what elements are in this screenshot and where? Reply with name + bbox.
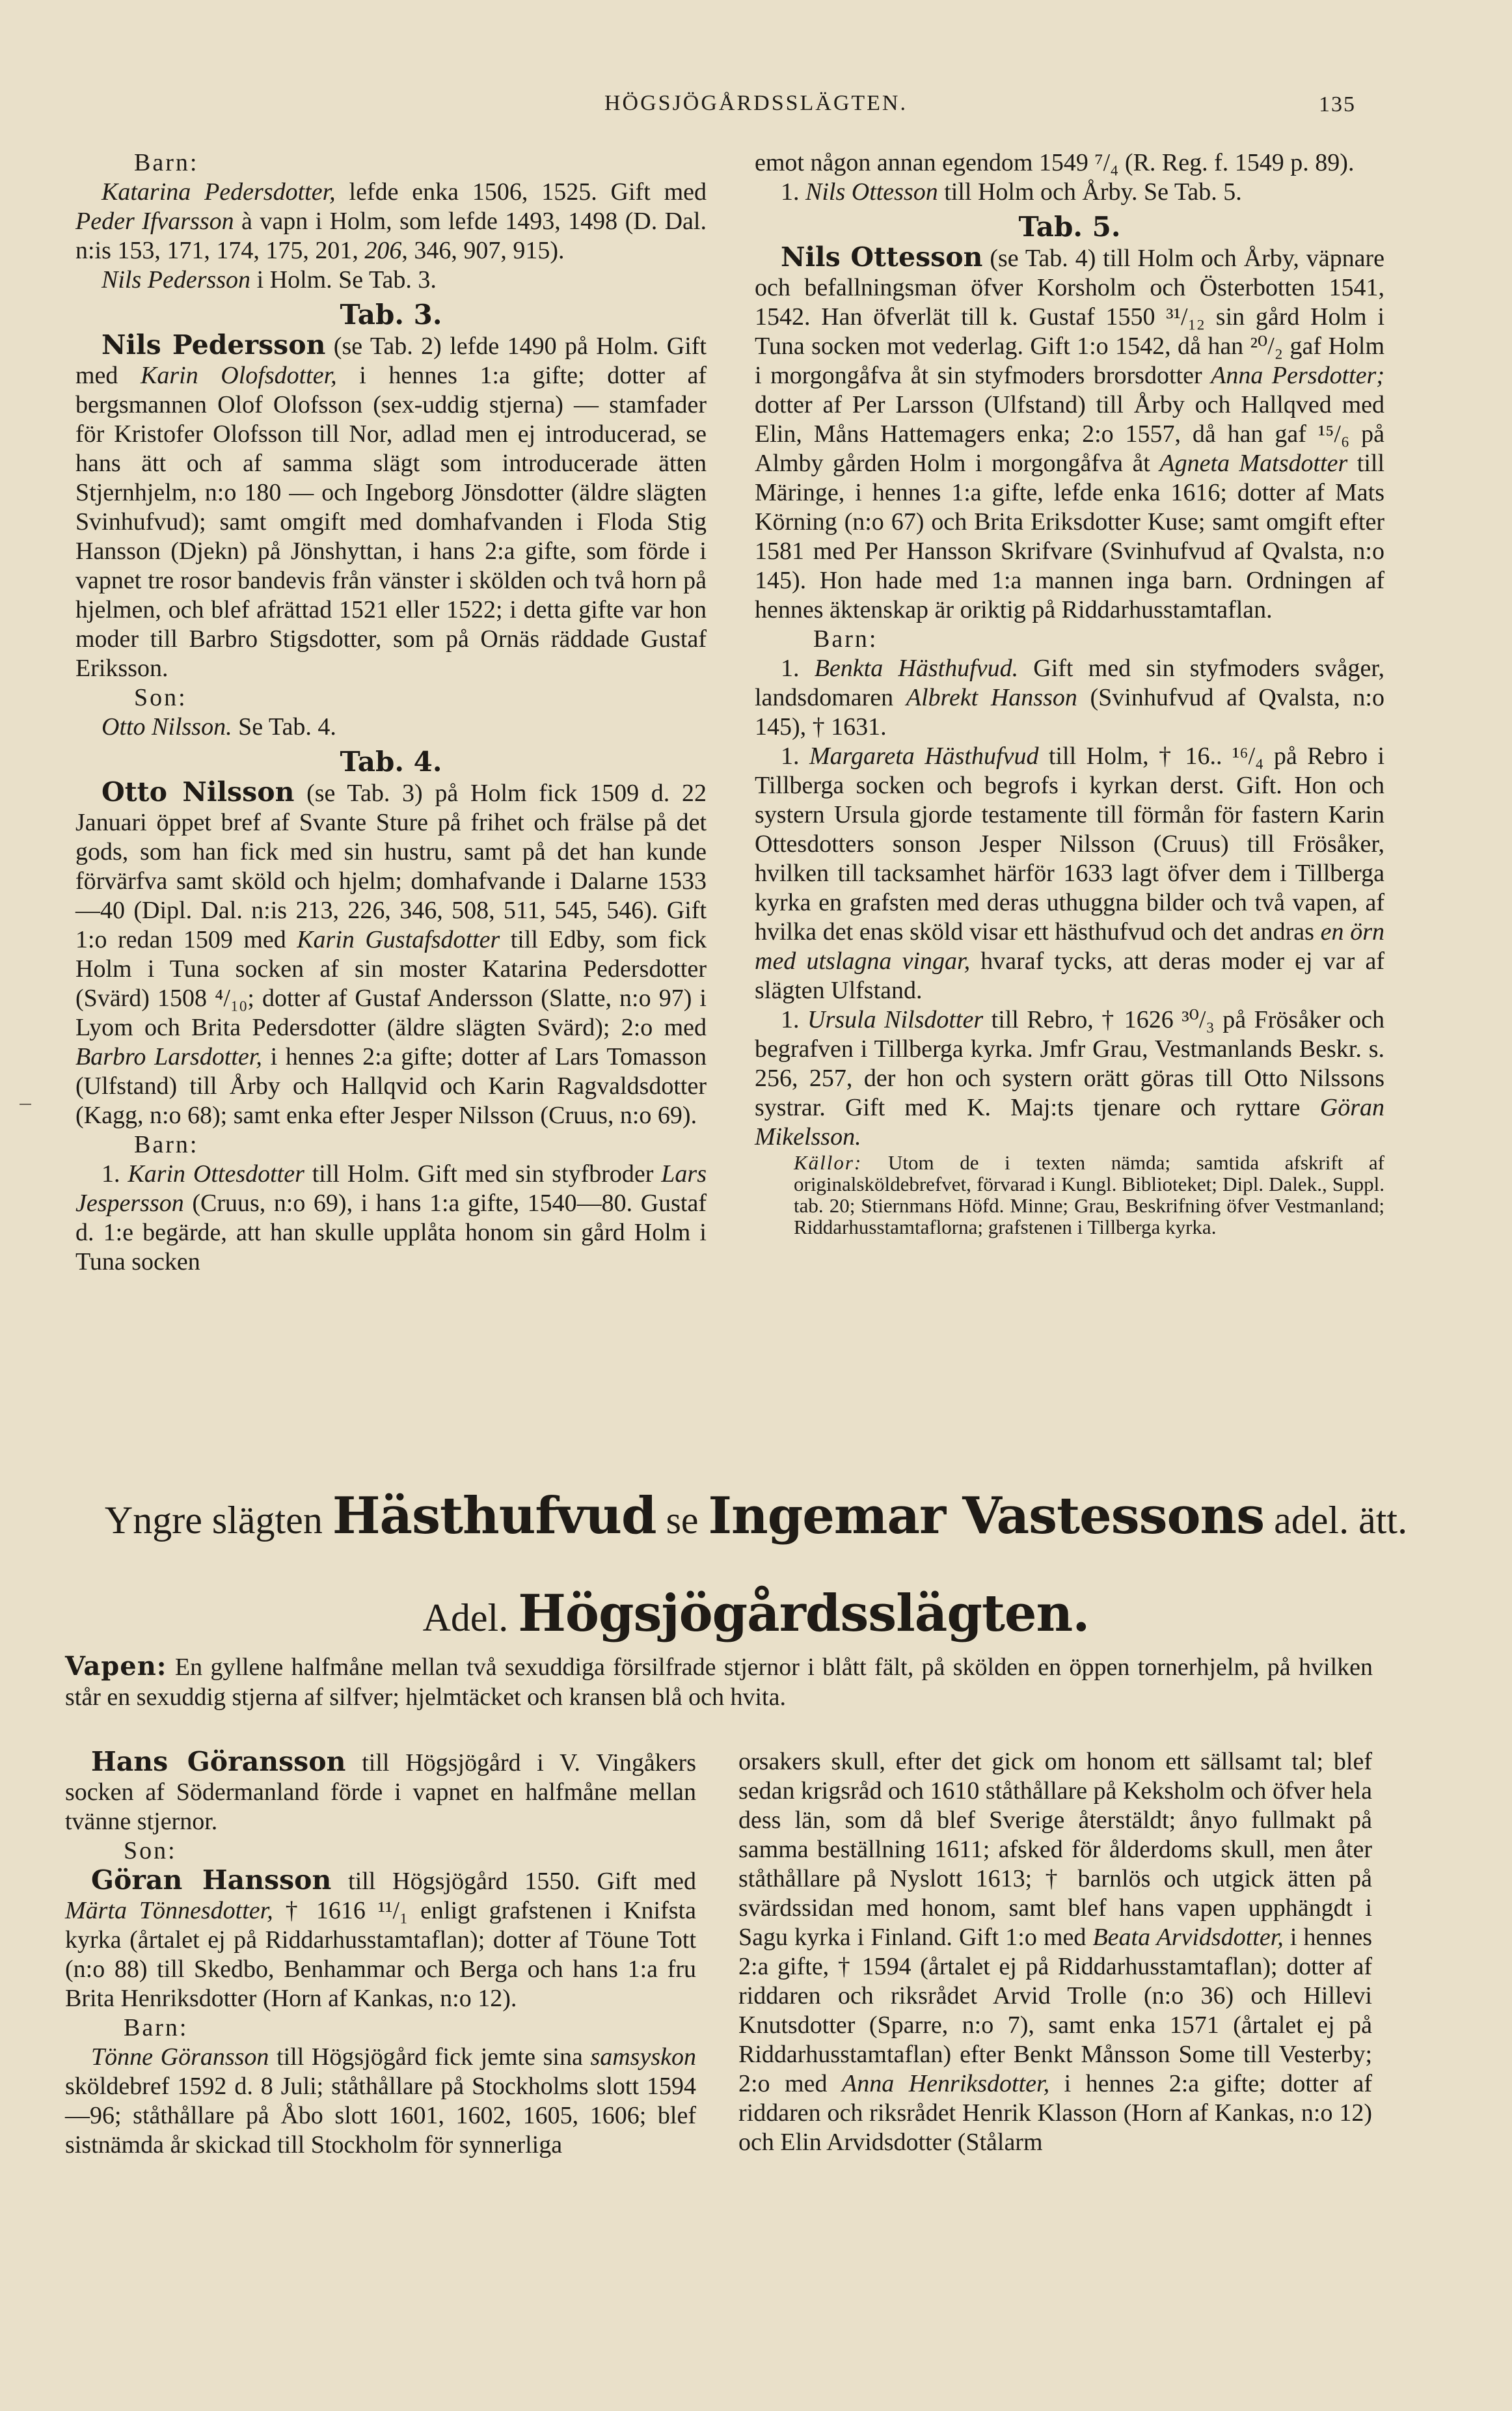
heading-barn: Barn: [813,625,878,653]
column-top-right [755,148,1384,1238]
person-name: Katarina Pedersdotter, [101,178,336,206]
column-bottom-right [738,1747,1372,2157]
entry-tonne-goransson: Tönne Göransson till Högsjögård fick jemte sina samsyskon sköldebref 1592 d. 8 Juli; ståthållare på Stockholms slott 1594—96; ståthållare på Åbo slott 1601, 1602, 1605, 1606; blef sistnämda år skickad till Stockholm för synnerliga [65,2043,696,2159]
person-name: Göran Hansson [91,1864,332,1896]
table-heading-3: Tab. 3. [340,299,442,331]
entry-karin-ottesdotter: 1. Karin Ottesdotter till Holm. Gift med sin styfbroder Lars Jespersson (Cruus, n:o 69), i hans 1:a gifte, 1540—80. Gustaf d. 1:e begärde, att han skulle upplåta honom sin gård Holm i Tuna socken [75,1160,707,1275]
person-name: Hans Göransson [91,1746,346,1777]
section-title-yngre: Yngre slägten Hästhufvud se Ingemar Vastessons adel. ätt. [104,1486,1408,1546]
person-name: Nils Ottesson [805,178,938,206]
arms-label: Vapen: [65,1651,167,1682]
person-name: Otto Nilsson [101,776,295,808]
person-name: Märta Tönnesdotter, [65,1897,273,1924]
table-heading-4: Tab. 4. [340,746,442,778]
person-name: Nils Ottesson [781,241,983,273]
person-name: Nils Pedersson [101,266,251,293]
person-name: Margareta Hästhufvud [809,742,1039,770]
person-name: Peder Ifvarsson [75,208,234,235]
entry-continuation: emot någon annan egendom 1549 ⁷/₄ (R. Reg. f. 1549 p. 89). [755,149,1355,176]
heading-son: Son: [124,1837,177,1864]
entry-tonne-continuation: orsakers skull, efter det gick om honom ett sällsamt tal; blef sedan krigsråd och 1610 ståthållare på Keksholm och öfver hela dess län, som då blef Sverige återstäldt; ånyo fullmakt på samma beställning 1611; afsked för ålderdoms skull, men åter ståthållare på Nyslott 1613; † barnlös och utgick ätten på svärdssidan med honom, samt blef hans vapen upphängdt i Sagu kyrka i Finland. Gift 1:o med Beata Arvidsdotter, i hennes 2:a gifte, † 1594 (årtalet ej på Riddarhusstamtaflan); dotter af riddaren och riksrådet Arvid Trolle (n:o 36) och Hillevi Knutsdotter (Sparre, n:o 7), samt enka 1571 (årtalet ej på Riddarhusstamtaflan) efter Benkt Månsson Some till Vesterby; 2:o med Anna Henriksdotter, i hennes 2:a gifte; dotter af riddaren och riksrådet Henrik Klasson (Horn af Kankas, n:o 12) och Elin Arvidsdotter (Stålarm [738,1748,1373,2156]
entry-nils-ottesson-ref: 1. Nils Ottesson till Holm och Årby. Se Tab. 5. [781,178,1242,206]
person-name: Karin Gustafsdotter [297,926,500,953]
entry-otto-ref: Otto Nilsson. Se Tab. 4. [101,713,336,741]
person-name: Barbro Larsdotter, [75,1043,262,1070]
entry-benkta: 1. Benkta Hästhufvud. Gift med sin styfmoders svåger, landsdomaren Albrekt Hansson (Svinhufvud af Qvalsta, n:o 145), † 1631. [755,655,1384,741]
heading-son: Son: [134,684,187,711]
person-name: Albrekt Hansson [906,684,1077,711]
entry-nils-ref: Nils Pedersson i Holm. Se Tab. 3. [101,266,437,293]
person-name: Karin Olofsdotter, [141,362,337,389]
person-name: Lars Jespersson [75,1160,707,1217]
entry-ursula: 1. Ursula Nilsdotter till Rebro, † 1626 ³⁰/₃ på Frösåker och begrafven i Tillberga kyrka. Jmfr Grau, Vestmanlands Beskr. s. 256, 257, der hon och systern orätt göras till Otto Nilssons systrar. Gift med K. Maj:ts tjenare och ryttare Göran Mikelsson. [755,1006,1384,1151]
sources-note: Källor: Utom de i texten nämda; samtida afskrift af originalsköldebrefvet, förvarad i Kungl. Biblioteket; Dipl. Dalek., Suppl. tab. 20; Stiernmans Höfd. Minne; Grau, Beskrifning öfver Vestmanland; Riddarhusstamtaflorna; grafstenen i Tillberga kyrka. [794,1151,1384,1238]
entry-otto-nilsson: Otto Nilsson (se Tab. 3) på Holm fick 1509 d. 22 Januari öppet bref af Svante Sture på frihet och frälse på det gods, som han fick med sin hustru, samt på det han kunde förvärfva samt sköld och hjelm; domhafvande i Dalarne 1533—40 (Dipl. Dal. n:is 213, 226, 346, 508, 511, 545, 546). Gift 1:o redan 1509 med Karin Gustafsdotter till Edby, som fick Holm i Tuna socken af sin moster Katarina Pedersdotter (Svärd) 1508 ⁴/₁₀; dotter af Gustaf Andersson (Slatte, n:o 97) i Lyom och Brita Pedersdotter (äldre slägten Svärd); 2:o med Barbro Larsdotter, i hennes 2:a gifte; dotter af Lars Tomasson (Ulfstand) till Årby och Hallqvid och Karin Ragvaldsdotter (Kagg, n:o 68); samt enka efter Jesper Nilsson (Cruus, n:o 69). [75,776,707,1129]
entry-margareta: 1. Margareta Hästhufvud till Holm, † 16.. ¹⁶/₄ på Rebro i Tillberga socken och begrofs i kyrkan derst. Gift. Hon och systern Ursula gjorde testamente till förmån för fastern Karin Ottesdotters sonson Jesper Nilsson (Cruus) till Frösåker, hvilken till tacksamhet härför 1633 lagt öfver dem i Tillberga kyrka en grafsten med deras uthuggna bilder och två vapen, af hvilka det enas sköld visar ett hästhufvud och det andras en örn med utslagna vingar, hvaraf tycks, att deras moder ej var af slägten Ulfstand. [755,742,1385,1004]
coat-of-arms-phrase: en örn med utslagna vingar, [755,918,1384,975]
column-bottom-left [65,1747,696,2160]
page-number: 135 [1319,92,1356,116]
person-name: Anna Henriksdotter, [842,2070,1050,2097]
entry-katarina: Katarina Pedersdotter, lefde enka 1506, 1525. Gift med Peder Ifvarsson à vapn i Holm, som lefde 1493, 1498 (D. Dal. n:is 153, 171, 174, 175, 201, 206, 346, 907, 915). [75,178,707,264]
sources-label: Källor: [794,1151,863,1174]
person-name: Ursula Nilsdotter [807,1006,984,1033]
entry-hans-goransson: Hans Göransson till Högsjögård i V. Vingåkers socken af Södermanland förde i vapnet en halfmåne mellan tvänne stjernor. [65,1746,696,1835]
running-title: HÖGSJÖGÅRDSSLÄGTEN. [604,91,908,115]
table-heading-5: Tab. 5. [1018,211,1121,243]
person-name: Beata Arvidsdotter, [1092,1924,1284,1951]
person-name: Otto Nilsson. [101,713,232,741]
person-name: Göran Mikelsson. [755,1094,1384,1151]
column-top-left [75,148,707,1277]
heading-barn: Barn: [134,149,199,176]
person-name: Nils Pedersson [101,329,326,361]
person-name: Karin Ottesdotter [128,1160,304,1188]
running-head [0,91,1512,124]
heading-barn: Barn: [134,1131,199,1158]
person-name: Tönne Göransson [91,2043,269,2071]
entry-nils-ottesson: Nils Ottesson (se Tab. 4) till Holm och Årby, väpnare och befallningsman öfver Korsholm och Österbotten 1541, 1542. Han öfverlät till k. Gustaf 1550 ³¹/₁₂ sin gård Holm i Tuna socken mot vederlag. Gift 1:o 1542, då han ²⁰/₂ gaf Holm i morgongåfva åt sin styfmoders brorsdotter Anna Persdotter; dotter af Per Larsson (Ulfstand) till Årby och Hallqved med Elin, Måns Hattemagers enka; 2:o 1557, då han gaf ¹⁵/₆ på Almby gården Holm i morgongåfva åt Agneta Matsdotter till Märinge, i hennes 1:a gifte, lefde enka 1616; dotter af Mats Körning (n:o 67) och Brita Eriksdotter Kuse; samt omgift efter 1581 med Per Hansson Skrifvare (Svinhufvud af Qvalsta, n:o 145). Hon hade med 1:a mannen inga barn. Ordningen af hennes äktenskap är oriktig på Riddarhusstamtaflan. [755,241,1385,623]
margin-mark [20,1104,31,1105]
person-name: Anna Persdotter; [1211,362,1384,389]
heading-barn: Barn: [124,2014,189,2041]
section-title-adel: Adel. Högsjögårdsslägten. [422,1584,1090,1643]
person-name: Benkta Hästhufvud. [814,655,1019,682]
arms-description: Vapen: En gyllene halfmåne mellan två sexuddiga försilfrade stjernor i blått fält, på skölden en öppen tornerhjelm, på hvilken står en sexuddig stjerna af silfver; hjelmtäcket och kransen blå och hvita. [65,1651,1373,1711]
person-name: Agneta Matsdotter [1159,450,1348,477]
entry-goran-hansson: Göran Hansson till Högsjögård 1550. Gift med Märta Tönnesdotter, † 1616 ¹¹/₁ enligt grafstenen i Knifsta kyrka (årtalet ej på Riddarhusstamtaflan); dotter af Töune Tott (n:o 88) till Skedbo, Benhammar och Berga och hans 1:a fru Brita Henriksdotter (Horn af Kankas, n:o 12). [65,1864,696,2012]
entry-nils-pedersson: Nils Pedersson (se Tab. 2) lefde 1490 på Holm. Gift med Karin Olofsdotter, i hennes 1:a gifte; dotter af bergsmannen Olof Olofsson (sex-uddig stjerna) — stamfader för Kristofer Olofsson till Nor, adlad men ej introducerad, se hans ätt och af samma slägt som introducerade ätten Stjernhjelm, n:o 180 — och Ingeborg Jönsdotter (äldre slägten Svinhufvud); samt omgift med domhafvanden i Floda Stig Hansson (Djekn) på Jönshyttan, i hans 2:a gifte, som förde i vapnet tre rosor bandevis från vänster i skölden och två horn på hjelmen, och blef afrättad 1521 eller 1522; i detta gifte var hon moder till Barbro Stigsdotter, som på Ornäs räddade Gustaf Eriksson. [75,329,707,682]
